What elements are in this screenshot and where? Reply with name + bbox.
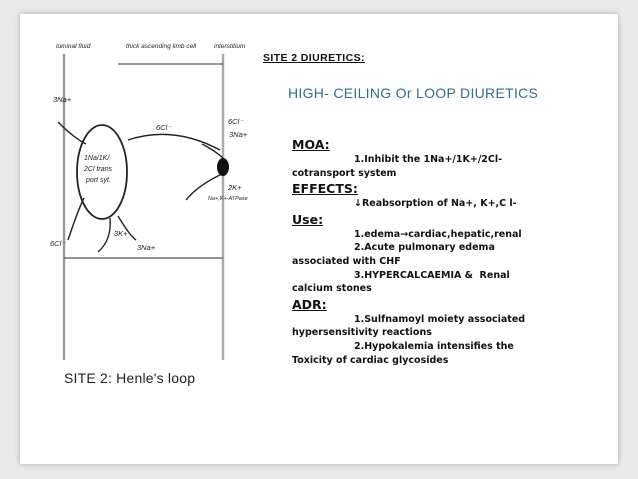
content-block — [292, 136, 592, 367]
use-item-3-a: 3.HYPERCALCAEMIA & Renal — [354, 269, 510, 281]
k-label: 2K+ — [228, 183, 242, 192]
slide — [20, 14, 618, 464]
use-item-2-a: 2.Acute pulmonary edema — [354, 242, 495, 254]
down-arrow-icon: ↓ — [354, 198, 362, 210]
effects-line — [292, 197, 592, 211]
site-title: SITE 2 DIURETICS: — [263, 52, 365, 64]
na-luminal-label: 3Na+ — [53, 95, 72, 104]
k-recycle-arrow — [98, 218, 110, 252]
adr-item-1-a: 1.Sulfnamoyl moiety associated — [354, 313, 526, 325]
adr-item-2-b: Toxicity of cardiac glycosides — [292, 354, 449, 366]
use-item-1 — [292, 228, 592, 242]
atpase-label: Na+,K+-ATPase — [208, 196, 248, 202]
use-heading: Use: — [292, 211, 324, 227]
main-title: HIGH- CEILING Or LOOP DIURETICS — [288, 85, 539, 101]
cl-channel-arrow — [128, 134, 220, 150]
moa-line-1: 1.Inhibit the 1Na+/1K+/2Cl- — [354, 154, 503, 165]
effects-text: Reabsorption of Na+, K+,C l- — [361, 198, 517, 210]
effects-heading: EFFECTS: — [292, 181, 358, 197]
atpase-pump-icon — [217, 158, 229, 176]
cotransporter-label-2: 2Cl trans — [84, 166, 113, 173]
na-cell-label: 3Na+ — [137, 243, 156, 252]
moa-heading: MOA: — [292, 137, 330, 152]
na-interstitium-label: 3Na+ — [229, 130, 248, 139]
use-item-1-a: 1.edema — [354, 228, 401, 240]
adr-heading: ADR: — [292, 296, 327, 312]
adr-item-1-b: hypersensitivity reactions — [292, 327, 432, 339]
k-lumen-label: 3K+ — [114, 229, 128, 238]
cotransporter-label-1: 1Na/1K/ — [84, 155, 110, 162]
adr-item-2-a: 2.Hypokalemia intensifies the — [354, 340, 514, 352]
cl-lumen-label: 6Cl⁻ — [50, 239, 66, 248]
cl-interstitium-label: 6Cl⁻ — [228, 117, 244, 126]
na-uptake-arrow — [58, 122, 86, 144]
figure-caption: SITE 2: Henle's loop — [64, 370, 196, 386]
cl-outflow-arrow — [68, 198, 84, 240]
use-item-1-b: cardiac,hepatic,renal — [408, 228, 522, 240]
cell-label: thick ascending limb cell — [126, 43, 197, 50]
cotransporter-label-3: port syt. — [86, 177, 111, 184]
use-item-2-b: associated with CHF — [292, 255, 401, 267]
use-item-3-b: calcium stones — [292, 283, 372, 295]
interstitium-label: interstitium — [214, 43, 246, 50]
cl-inner-label: 6Cl⁻ — [156, 123, 172, 132]
right-arrow-icon: → — [400, 228, 409, 240]
luminal-fluid-label: luminal fluid — [56, 43, 91, 50]
henle-loop-diagram — [48, 40, 263, 360]
moa-line-2: cotransport system — [292, 167, 397, 179]
